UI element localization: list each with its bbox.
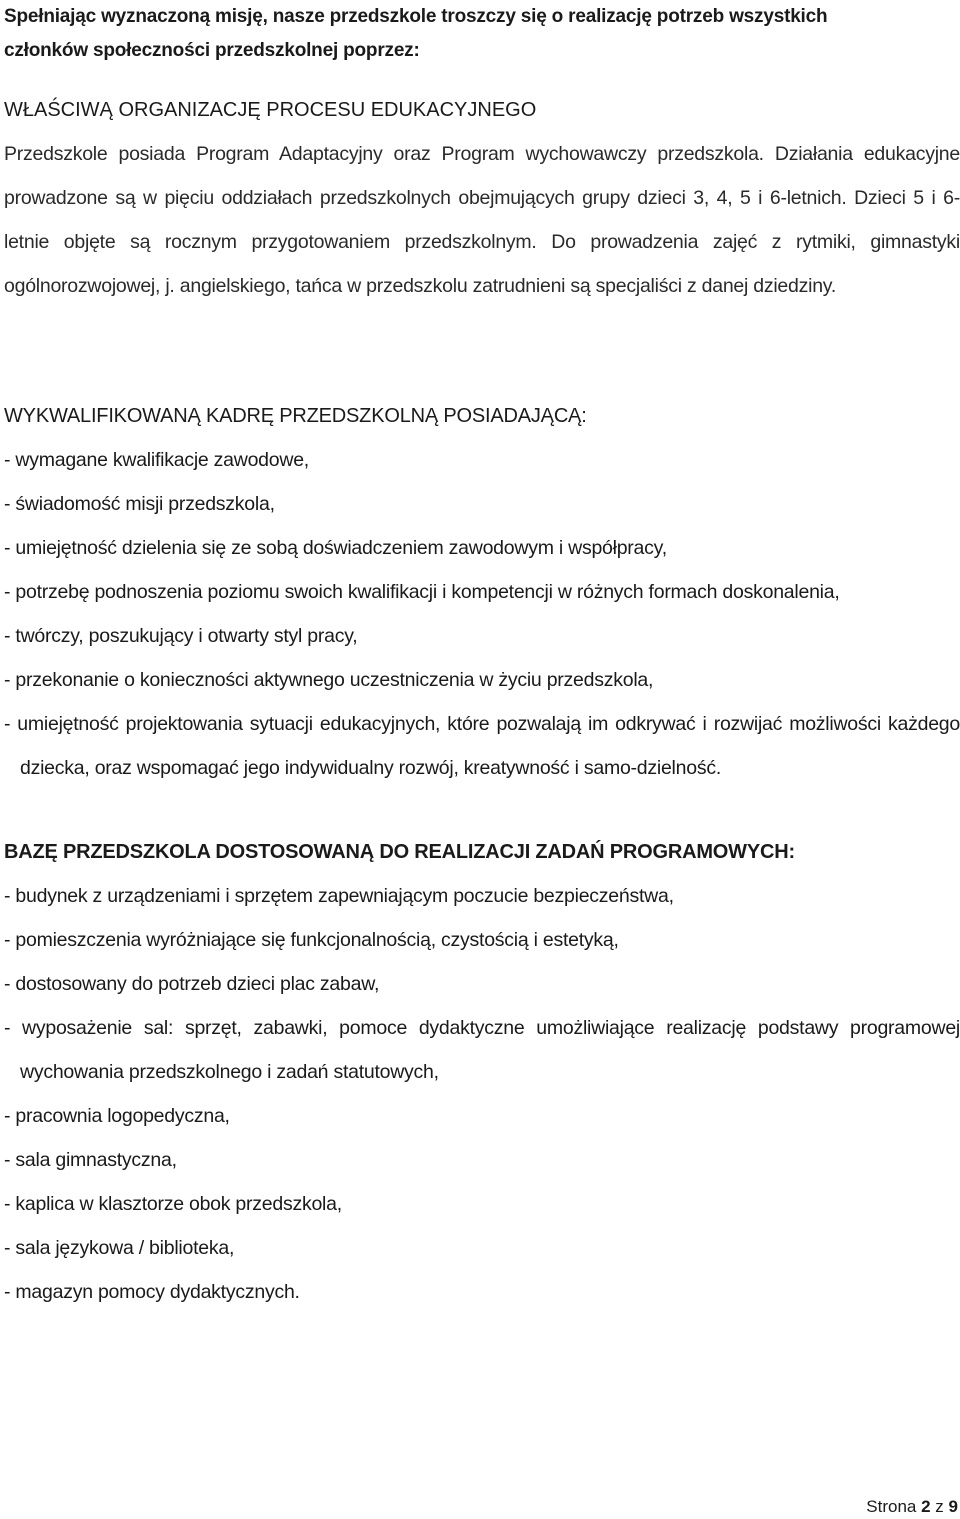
list-item: - świadomość misji przedszkola, <box>4 493 275 515</box>
intro-line-2: członków społeczności przedszkolnej poprzez: <box>4 40 420 61</box>
list-item: - dostosowany do potrzeb dzieci plac zabaw, <box>4 973 380 995</box>
list-item: - potrzebę podnoszenia poziomu swoich kwalifikacji i kompetencji w różnych formach doskonalenia, <box>4 581 840 603</box>
page-number <box>866 1496 958 1518</box>
section-2-title: WYKWALIFIKOWANĄ KADRĘ PRZEDSZKOLNĄ POSIADAJĄCĄ: <box>4 405 587 427</box>
list-item: - umiejętność projektowania sytuacji edukacyjnych, które pozwalają im odkrywać i rozwijać możliwości każdego dziecka, oraz wspomagać jego indywidualny rozwój, kreatywność i samo-dzielność. <box>4 713 960 779</box>
list-item: - wyposażenie sal: sprzęt, zabawki, pomoce dydaktyczne umożliwiające realizację podstawy programowej wychowania przedszkolnego i zadań statutowych, <box>4 1017 960 1083</box>
list-item: - przekonanie o konieczności aktywnego uczestniczenia w życiu przedszkola, <box>4 669 654 691</box>
section-1-title: WŁAŚCIWĄ ORGANIZACJĘ PROCESU EDUKACYJNEGO <box>4 99 537 121</box>
list-item: - pomieszczenia wyróżniające się funkcjonalnością, czystością i estetyką, <box>4 929 619 951</box>
list-item: - sala językowa / biblioteka, <box>4 1237 235 1259</box>
list-item: - umiejętność dzielenia się ze sobą doświadczeniem zawodowym i współpracy, <box>4 537 667 559</box>
intro-paragraph <box>4 0 827 68</box>
section-2-list <box>4 438 960 790</box>
list-item: - wymagane kwalifikacje zawodowe, <box>4 449 309 471</box>
current-page: 2 <box>921 1497 931 1516</box>
list-item: - sala gimnastyczna, <box>4 1149 177 1171</box>
section-1-paragraph: Przedszkole posiada Program Adaptacyjny oraz Program wychowawczy przedszkola. Działania edukacyjne prowadzone są w pięciu oddziałach przedszkolnych obejmujących grupy dzieci 3, 4, 5 i 6-letnich. Dzieci 5 i 6-letnie objęte są rocznym przygotowaniem przedszkolnym. Do prowadzenia zajęć z rytmiki, gimnastyki ogólnorozwojowej, j. angielskiego, tańca w przedszkolu zatrudnieni są specjaliści z danej dziedziny. <box>4 143 960 297</box>
list-item: - twórczy, poszukujący i otwarty styl pracy, <box>4 625 358 647</box>
intro-line-1: Spełniając wyznaczoną misję, nasze przedszkole troszczy się o realizację potrzeb wszystkich <box>4 6 828 27</box>
section-3-list <box>4 874 960 1314</box>
total-pages: 9 <box>948 1497 958 1516</box>
list-item: - pracownia logopedyczna, <box>4 1105 230 1127</box>
page-label: Strona <box>866 1497 917 1516</box>
section-3-title: BAZĘ PRZEDSZKOLA DOSTOSOWANĄ DO REALIZACJI ZADAŃ PROGRAMOWYCH: <box>4 841 795 863</box>
list-item: - magazyn pomocy dydaktycznych. <box>4 1281 300 1303</box>
page-separator: z <box>935 1497 944 1516</box>
list-item: - kaplica w klasztorze obok przedszkola, <box>4 1193 342 1215</box>
list-item: - budynek z urządzeniami i sprzętem zapewniającym poczucie bezpieczeństwa, <box>4 885 674 907</box>
